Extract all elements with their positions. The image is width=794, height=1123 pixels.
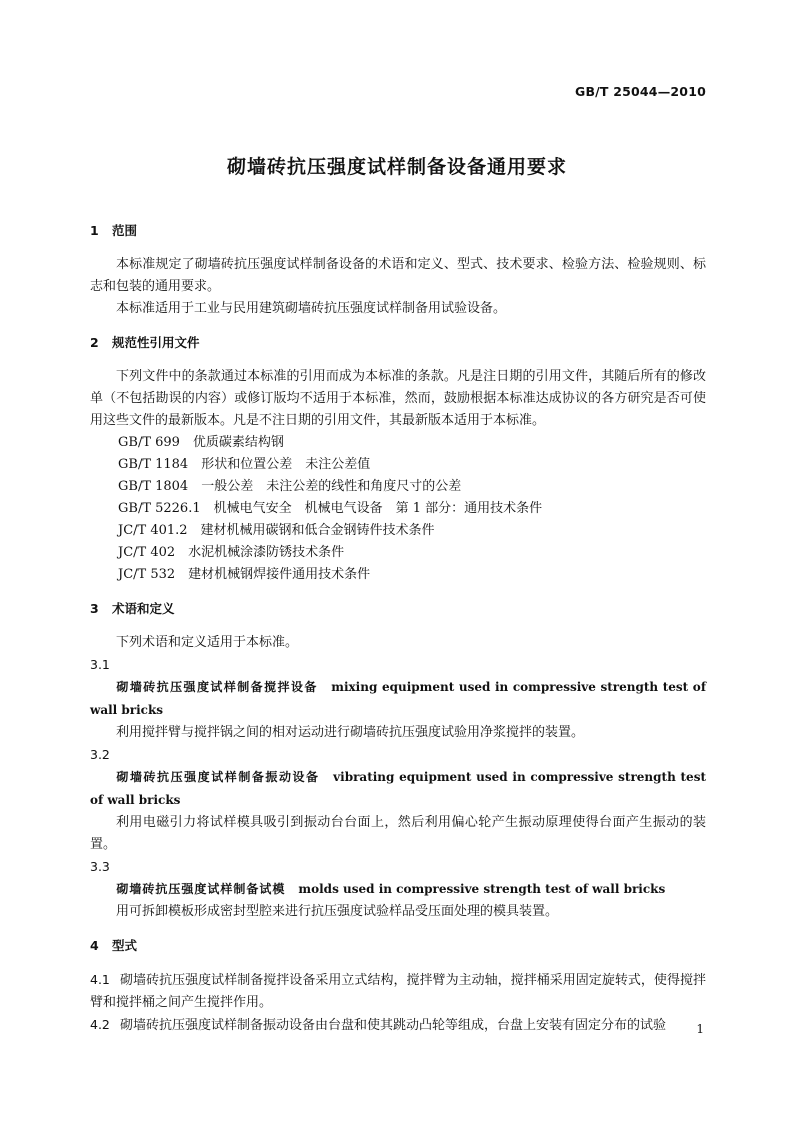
- term-number: 3.2: [90, 747, 110, 762]
- term-definition: 利用搅拌臂与搅拌锅之间的相对运动进行砌墙砖抗压强度试验用净浆搅拌的装置。: [116, 725, 585, 740]
- normative-reference: JC/T 532 建材机械钢焊接件通用技术条件: [118, 567, 371, 582]
- normative-reference: GB/T 699 优质碳素结构钢: [118, 435, 284, 450]
- paragraph: 本标准适用于工业与民用建筑砌墙砖抗压强度试样制备用试验设备。: [116, 301, 507, 316]
- section-4-heading: [90, 935, 706, 957]
- clause-number: 4.2: [90, 1017, 110, 1032]
- term-chinese: 砌墙砖抗压强度试样制备试模: [116, 882, 286, 896]
- clause-text: 砌墙砖抗压强度试样制备振动设备由台盘和使其跳动凸轮等组成，台盘上安装有固定分布的试验: [120, 1018, 667, 1033]
- term-entry: [90, 766, 706, 812]
- normative-reference: GB/T 5226.1 机械电气安全 机械电气设备 第 1 部分：通用技术条件: [118, 501, 543, 516]
- term-english: molds used in compressive strength test of wall bricks: [298, 882, 666, 896]
- section-1-heading: [90, 220, 706, 242]
- term-entry: [90, 878, 706, 901]
- normative-reference: GB/T 1184 形状和位置公差 未注公差值: [118, 457, 371, 472]
- document-title: 砌墙砖抗压强度试样制备设备通用要求: [226, 156, 567, 178]
- term-entry: [90, 676, 706, 722]
- section-title: 范围: [112, 223, 138, 238]
- paragraph: 下列术语和定义适用于本标准。: [116, 635, 299, 650]
- paragraph: 本标准规定了砌墙砖抗压强度试样制备设备的术语和定义、型式、技术要求、检验方法、检验规则、标志和包装的通用要求。: [90, 257, 706, 294]
- document-body: [90, 220, 706, 1037]
- section-3-heading: [90, 598, 706, 620]
- term-definition: 用可拆卸模板形成密封型腔来进行抗压强度试验样品受压面处理的模具装置。: [116, 904, 559, 919]
- section-number: 2: [90, 335, 99, 350]
- paragraph: 下列文件中的条款通过本标准的引用而成为本标准的条款。凡是注日期的引用文件，其随后所有的修改单（不包括勘误的内容）或修订版均不适用于本标准，然而，鼓励根据本标准达成协议的各方研究是否可使用这些文件的最新版本。凡是不注日期的引用文件，其最新版本适用于本标准。: [90, 369, 706, 428]
- term-english: mixing equipment used in compressive strength test of wall bricks: [90, 680, 706, 717]
- section-title: 型式: [112, 938, 138, 953]
- section-number: 1: [90, 223, 99, 238]
- clause-number: 4.1: [90, 972, 110, 987]
- section-number: 3: [90, 601, 99, 616]
- section-number: 4: [90, 938, 99, 953]
- clause: [90, 969, 706, 1014]
- clause: [90, 1014, 706, 1037]
- term-number: 3.3: [90, 859, 110, 874]
- term-number: 3.1: [90, 657, 110, 672]
- clause-text: 砌墙砖抗压强度试样制备搅拌设备采用立式结构，搅拌臂为主动轴，搅拌桶采用固定旋转式，使得搅拌臂和搅拌桶之间产生搅拌作用。: [90, 973, 706, 1010]
- normative-reference: GB/T 1804 一般公差 未注公差的线性和角度尺寸的公差: [118, 479, 462, 494]
- section-title: 规范性引用文件: [112, 335, 200, 350]
- normative-reference: JC/T 401.2 建材机械用碳钢和低合金钢铸件技术条件: [118, 523, 435, 538]
- section-2-heading: [90, 332, 706, 354]
- section-title: 术语和定义: [112, 601, 175, 616]
- normative-reference: JC/T 402 水泥机械涂漆防锈技术条件: [118, 545, 345, 560]
- page-number: 1: [696, 1022, 704, 1036]
- term-definition: 利用电磁引力将试样模具吸引到振动台台面上，然后利用偏心轮产生振动原理使得台面产生振动的装置。: [90, 815, 706, 852]
- term-chinese: 砌墙砖抗压强度试样制备搅拌设备: [116, 680, 318, 694]
- term-english: vibrating equipment used in compressive strength test of wall bricks: [90, 770, 706, 807]
- standard-number: GB/T 25044—2010: [574, 84, 706, 99]
- term-chinese: 砌墙砖抗压强度试样制备振动设备: [116, 770, 320, 784]
